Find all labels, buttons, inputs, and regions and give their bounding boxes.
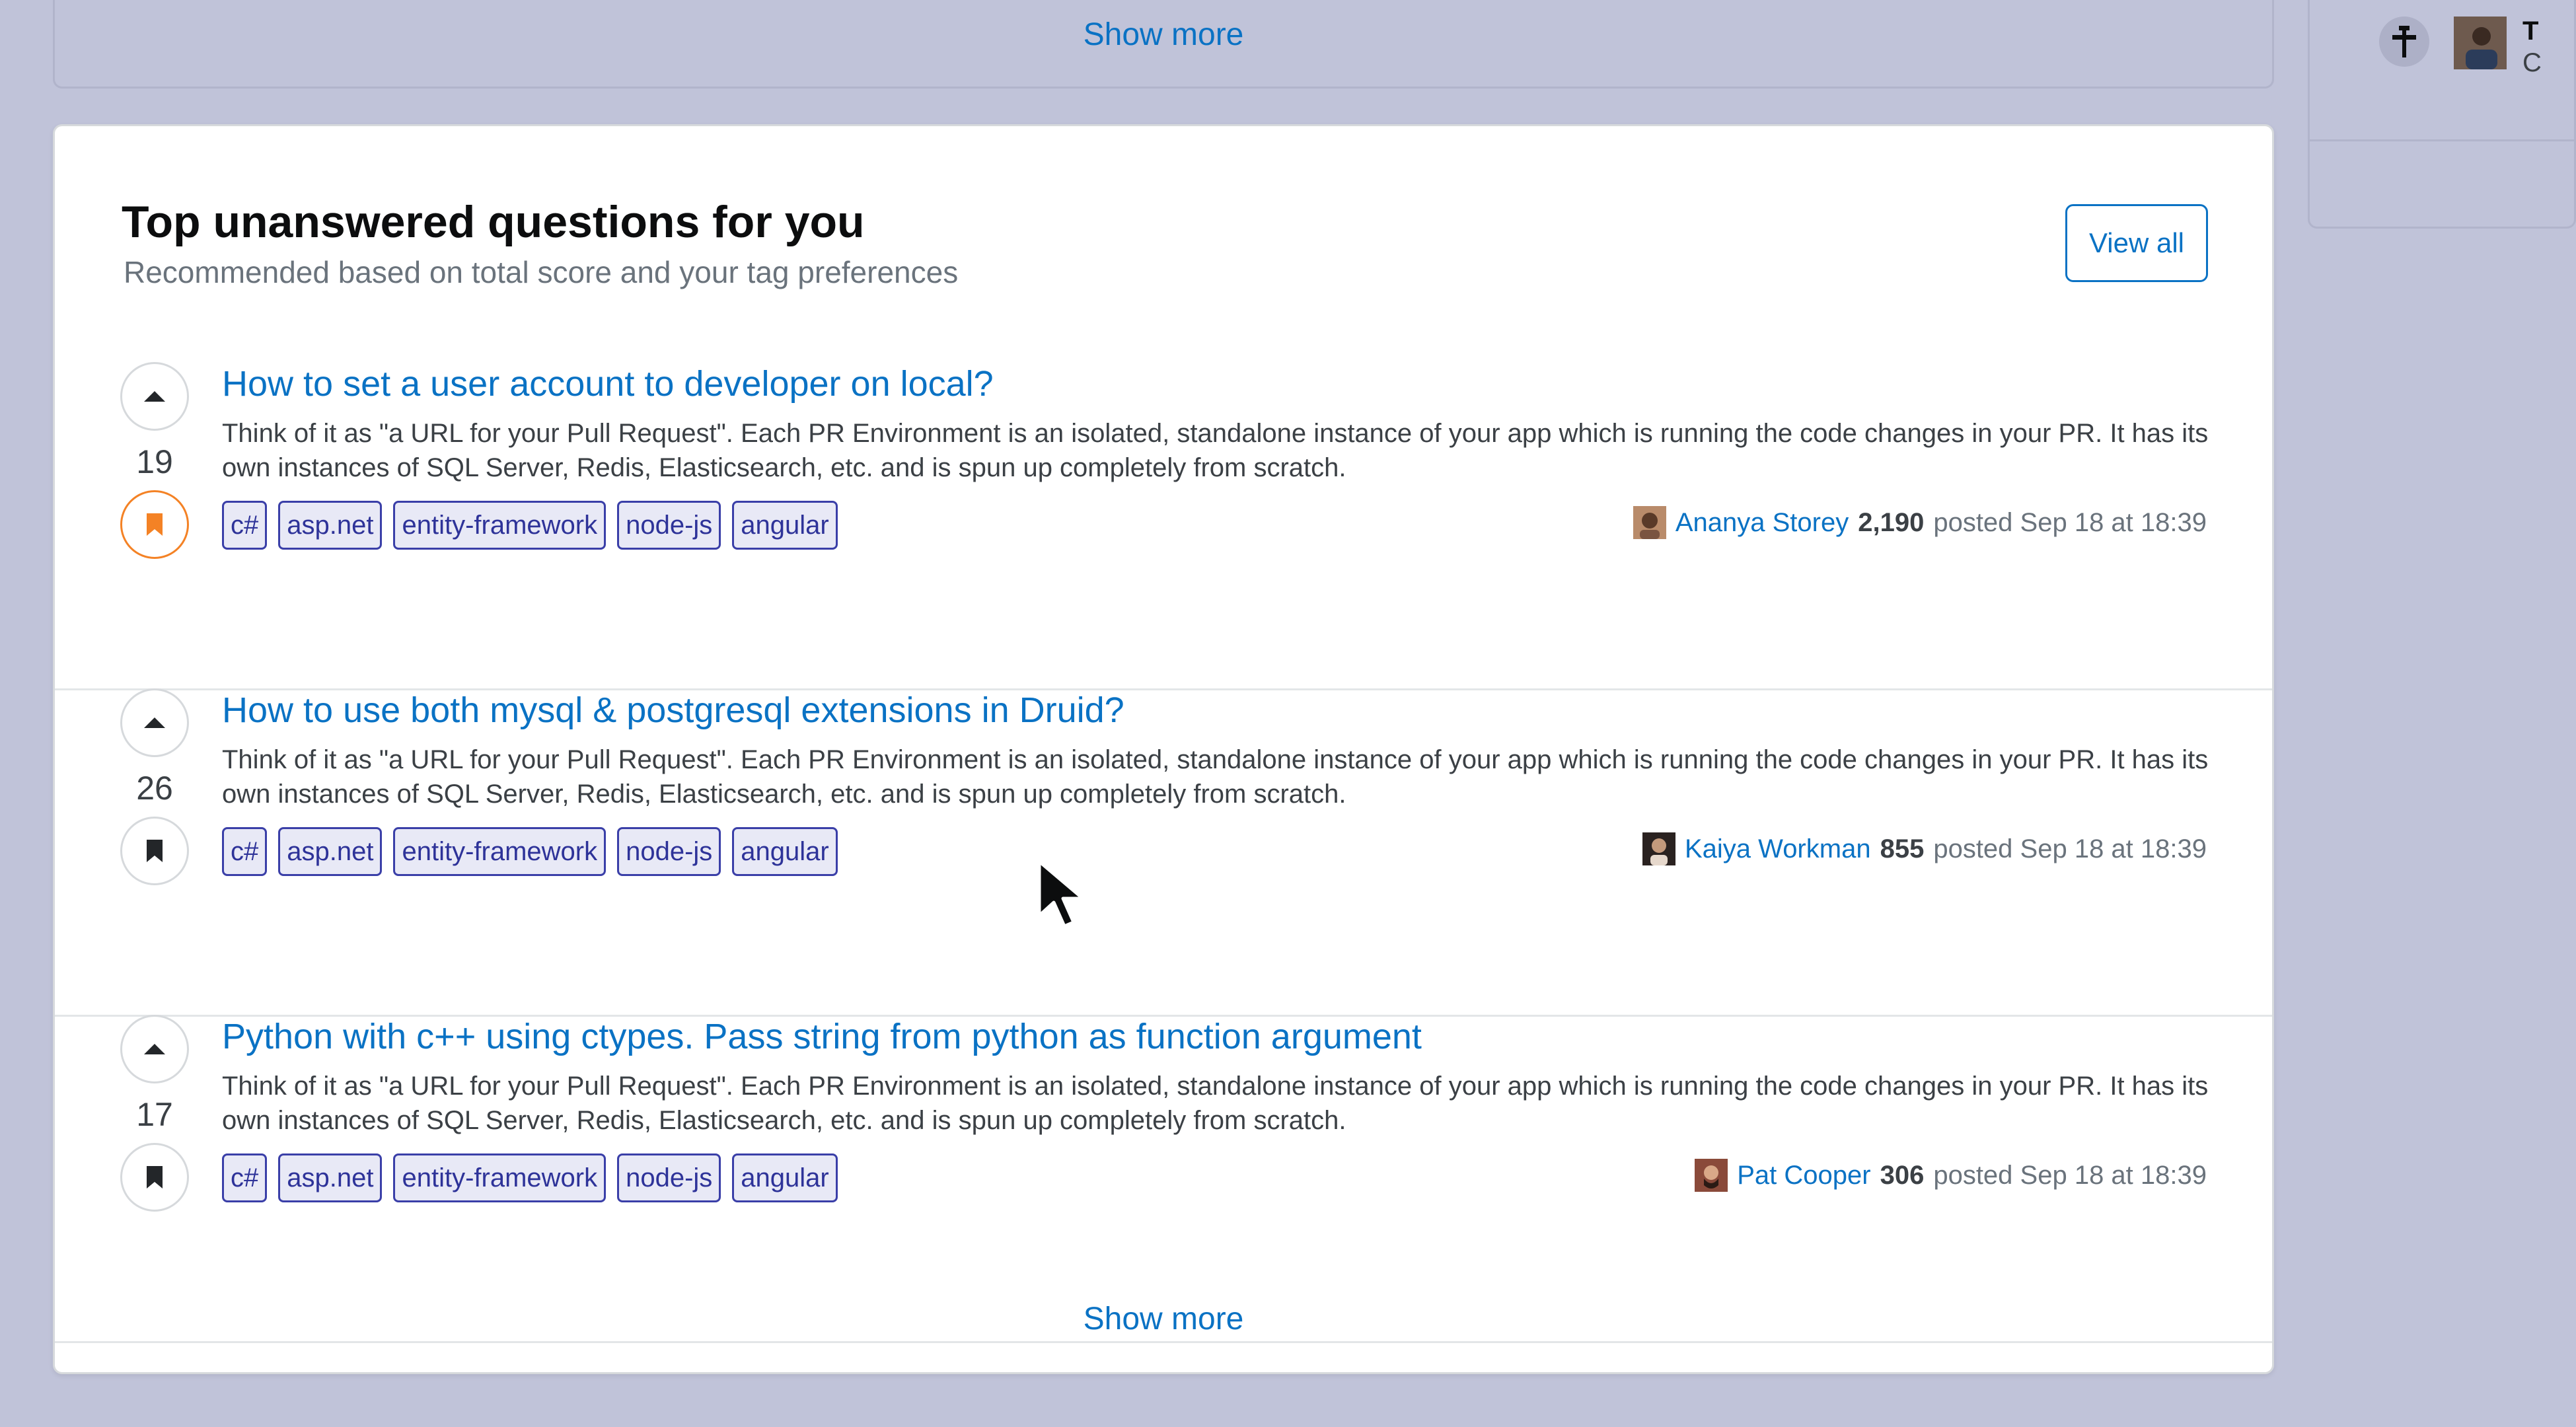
question-excerpt: Think of it as "a URL for your Pull Request". Each PR Environment is an isolated, standalone instance of your app which is running the code changes in your PR. It has its own instances of SQL Server, Redis, Elasticsearch, etc. and is spun up completely from scratch. [222,1072,2209,1135]
upvote-button[interactable] [120,1015,189,1083]
plus-tools-icon[interactable] [2379,17,2429,67]
user-avatar [2454,17,2507,69]
mouse-cursor-icon [1035,859,1095,932]
tag-aspnet[interactable]: asp.net [278,827,382,876]
tag-csharp[interactable]: c# [222,827,267,876]
vote-count: 19 [136,443,173,480]
bookmark-button[interactable] [120,1143,189,1212]
upvote-button[interactable] [120,688,189,757]
tag-csharp[interactable]: c# [222,1153,267,1202]
tag-list [222,501,838,550]
tag-angular[interactable]: angular [732,1153,837,1202]
question-excerpt: Think of it as "a URL for your Pull Request". Each PR Environment is an isolated, standalone instance of your app which is running the code changes in your PR. It has its own instances of SQL Server, Redis, Elasticsearch, etc. and is spun up completely from scratch. [222,419,2209,482]
reputation: 306 [1880,1160,1925,1190]
tag-node-js[interactable]: node-js [617,1153,721,1202]
side-line2-initial: C [2522,48,2542,77]
tag-entity-framework[interactable]: entity-framework [393,827,606,876]
tag-entity-framework[interactable]: entity-framework [393,501,606,550]
question-meta [1695,1159,2207,1192]
side-panel [2308,0,2576,229]
arrow-up-icon [141,388,168,404]
section-title: Top unanswered questions for you [122,197,865,247]
tag-list [222,827,838,876]
tag-aspnet[interactable]: asp.net [278,1153,382,1202]
avatar[interactable] [1642,832,1675,865]
question-title-link[interactable]: How to set a user account to developer on local? [222,364,994,404]
author-link[interactable]: Pat Cooper [1737,1160,1871,1190]
posted-time: posted Sep 18 at 18:39 [1933,834,2207,863]
bookmark-icon [145,1165,165,1190]
tag-list [222,1153,838,1202]
show-more-link[interactable]: Show more [1083,1301,1244,1336]
side-name-initial: T [2522,17,2539,46]
bookmark-icon [145,838,165,863]
question-item [55,688,2272,1017]
tag-node-js[interactable]: node-js [617,501,721,550]
author-link[interactable]: Ananya Storey [1675,507,1849,537]
avatar[interactable] [1633,506,1666,539]
question-title-link[interactable]: How to use both mysql & postgresql extensions in Druid? [222,690,1124,730]
reputation: 855 [1880,834,1925,863]
question-excerpt: Think of it as "a URL for your Pull Request". Each PR Environment is an isolated, standalone instance of your app which is running the code changes in your PR. It has its own instances of SQL Server, Redis, Elasticsearch, etc. and is spun up completely from scratch. [222,745,2209,809]
question-item [55,362,2272,690]
question-item [55,1015,2272,1343]
vote-count: 17 [136,1096,173,1133]
question-meta [1633,506,2207,539]
question-title-link[interactable]: Python with c++ using ctypes. Pass string from python as function argument [222,1017,1422,1056]
avatar[interactable] [1695,1159,1728,1192]
question-meta [1642,832,2207,865]
posted-time: posted Sep 18 at 18:39 [1933,507,2207,537]
posted-time: posted Sep 18 at 18:39 [1933,1160,2207,1190]
bookmark-icon [145,512,165,537]
show-more-link[interactable]: Show more [1083,17,1244,52]
arrow-up-icon [141,715,168,731]
view-all-button[interactable]: View all [2065,204,2208,282]
tag-angular[interactable]: angular [732,827,837,876]
bookmark-button[interactable] [120,817,189,885]
tag-angular[interactable]: angular [732,501,837,550]
section-subtitle: Recommended based on total score and your tag preferences [124,255,959,289]
unanswered-questions-card [53,124,2274,1374]
tag-csharp[interactable]: c# [222,501,267,550]
tag-node-js[interactable]: node-js [617,827,721,876]
reputation: 2,190 [1858,507,1925,537]
author-link[interactable]: Kaiya Workman [1684,834,1871,863]
vote-count: 26 [136,770,173,807]
tag-entity-framework[interactable]: entity-framework [393,1153,606,1202]
tag-aspnet[interactable]: asp.net [278,501,382,550]
arrow-up-icon [141,1041,168,1057]
bookmark-button[interactable] [120,490,189,559]
upvote-button[interactable] [120,362,189,431]
previous-section-card [53,0,2274,89]
side-divider [2310,139,2574,141]
